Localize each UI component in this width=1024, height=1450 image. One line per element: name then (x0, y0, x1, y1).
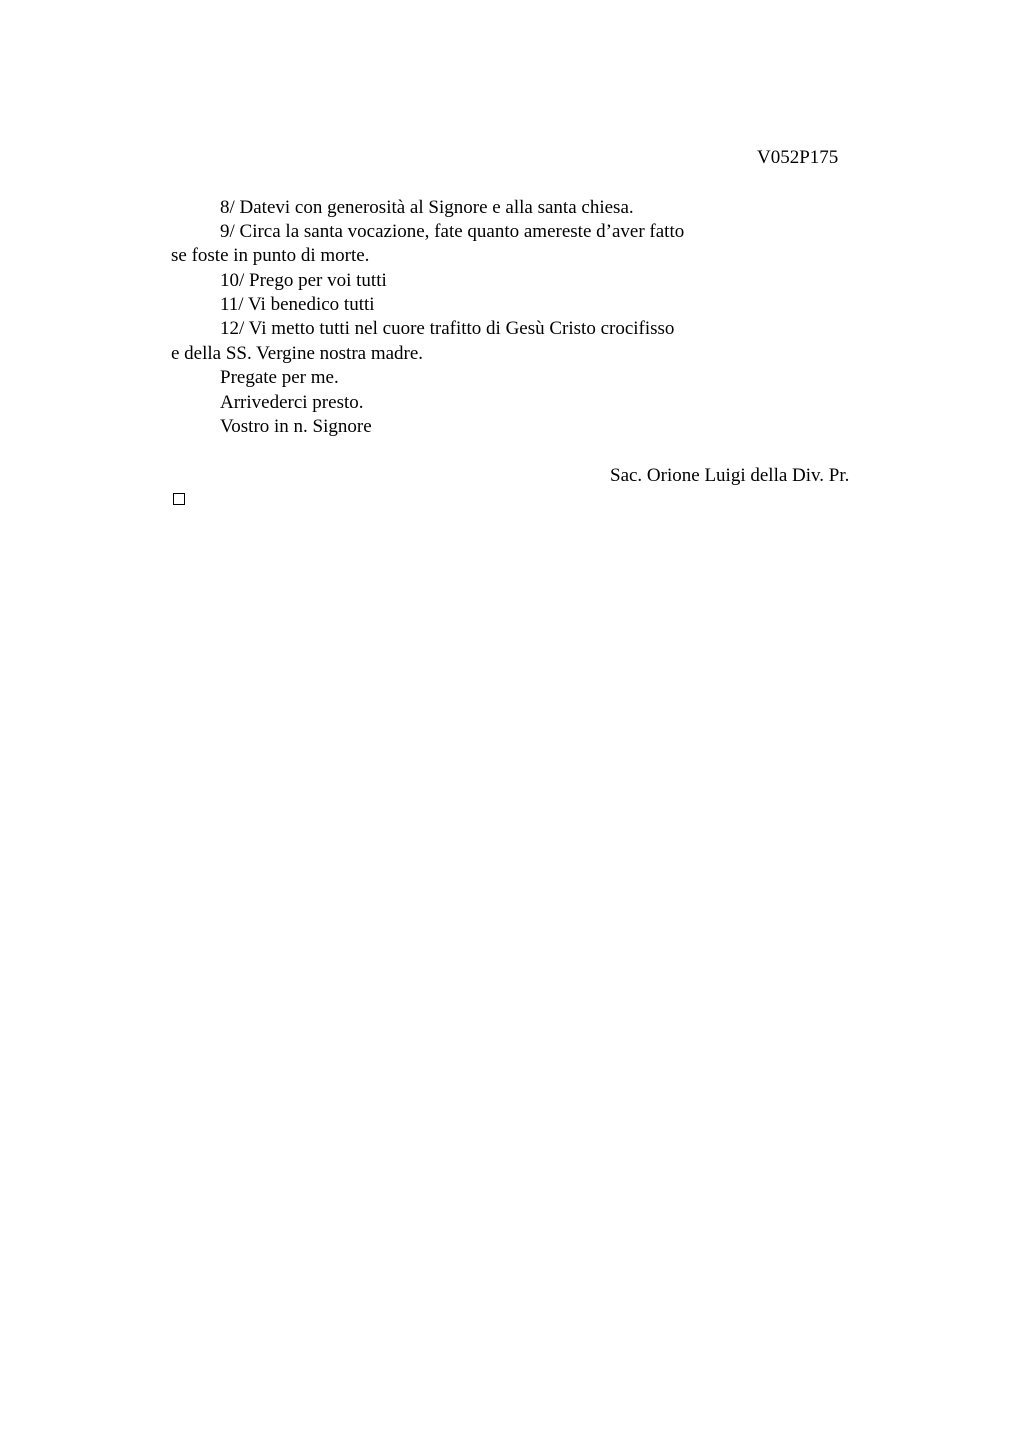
letter-line: 10/ Prego per voi tutti (220, 270, 387, 291)
letter-line: Pregate per me. (220, 367, 339, 388)
letter-line: e della SS. Vergine nostra madre. (171, 343, 424, 364)
letter-line: Vostro in n. Signore (220, 416, 372, 437)
signature: Sac. Orione Luigi della Div. Pr. (610, 465, 850, 486)
letter-line: 11/ Vi benedico tutti (220, 294, 375, 315)
letter-line: Arrivederci presto. (220, 392, 364, 413)
square-outline-icon (173, 493, 185, 505)
letter-line: 12/ Vi metto tutti nel cuore trafitto di Gesù Cristo crocifisso (220, 318, 675, 339)
letter-line: se foste in punto di morte. (171, 245, 370, 266)
page-code: V052P175 (757, 147, 839, 168)
letter-line: 9/ Circa la santa vocazione, fate quanto amereste d’aver fatto (220, 221, 685, 242)
letter-line: 8/ Datevi con generosità al Signore e alla santa chiesa. (220, 197, 634, 218)
